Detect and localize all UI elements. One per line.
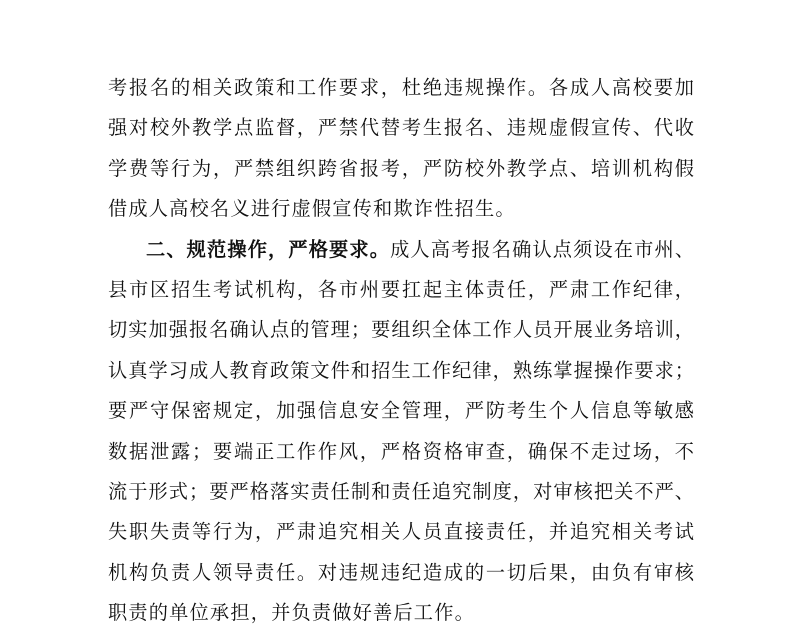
paragraph-line: 强对校外教学点监督，严禁代替考生报名、违规虚假宣传、代收 [108, 116, 694, 140]
paragraph-line: 流于形式；要严格落实责任制和责任追究制度，对审核把关不严、 [108, 479, 694, 503]
paragraph-line-rest: 成人高考报名确认点须设在市州、 [390, 237, 695, 261]
paragraph-line: 借成人高校名义进行虚假宣传和欺诈性招生。 [108, 197, 516, 221]
paragraph-line: 职责的单位承担，并负责做好善后工作。 [108, 601, 475, 625]
paragraph-line: 切实加强报名确认点的管理；要组织全体工作人员开展业务培训， [108, 318, 694, 342]
paragraph-line: 县市区招生考试机构，各市州要扛起主体责任，严肃工作纪律， [108, 277, 694, 301]
paragraph-line: 机构负责人领导责任。对违规违纪造成的一切后果，由负有审核 [108, 560, 694, 584]
paragraph-line: 考报名的相关政策和工作要求，杜绝违规操作。各成人高校要加 [108, 76, 694, 99]
paragraph-line: 要严守保密规定，加强信息安全管理，严防考生个人信息等敏感 [108, 399, 694, 423]
paragraph-line: 认真学习成人教育政策文件和招生工作纪律，熟练掌握操作要求； [108, 358, 694, 382]
document-body [108, 68, 694, 633]
paragraph-1 [108, 68, 694, 230]
paragraph-first-line [108, 230, 694, 270]
paragraph-line: 失职失责等行为，严肃追究相关人员直接责任，并追究相关考试 [108, 520, 694, 544]
section-heading: 二、规范操作，严格要求。 [146, 237, 391, 261]
paragraph-line: 数据泄露；要端正工作作风，严格资格审查，确保不走过场，不 [108, 439, 694, 463]
paragraph-2 [108, 230, 694, 633]
paragraph-line: 学费等行为，严禁组织跨省报考，严防校外教学点、培训机构假 [108, 156, 694, 180]
